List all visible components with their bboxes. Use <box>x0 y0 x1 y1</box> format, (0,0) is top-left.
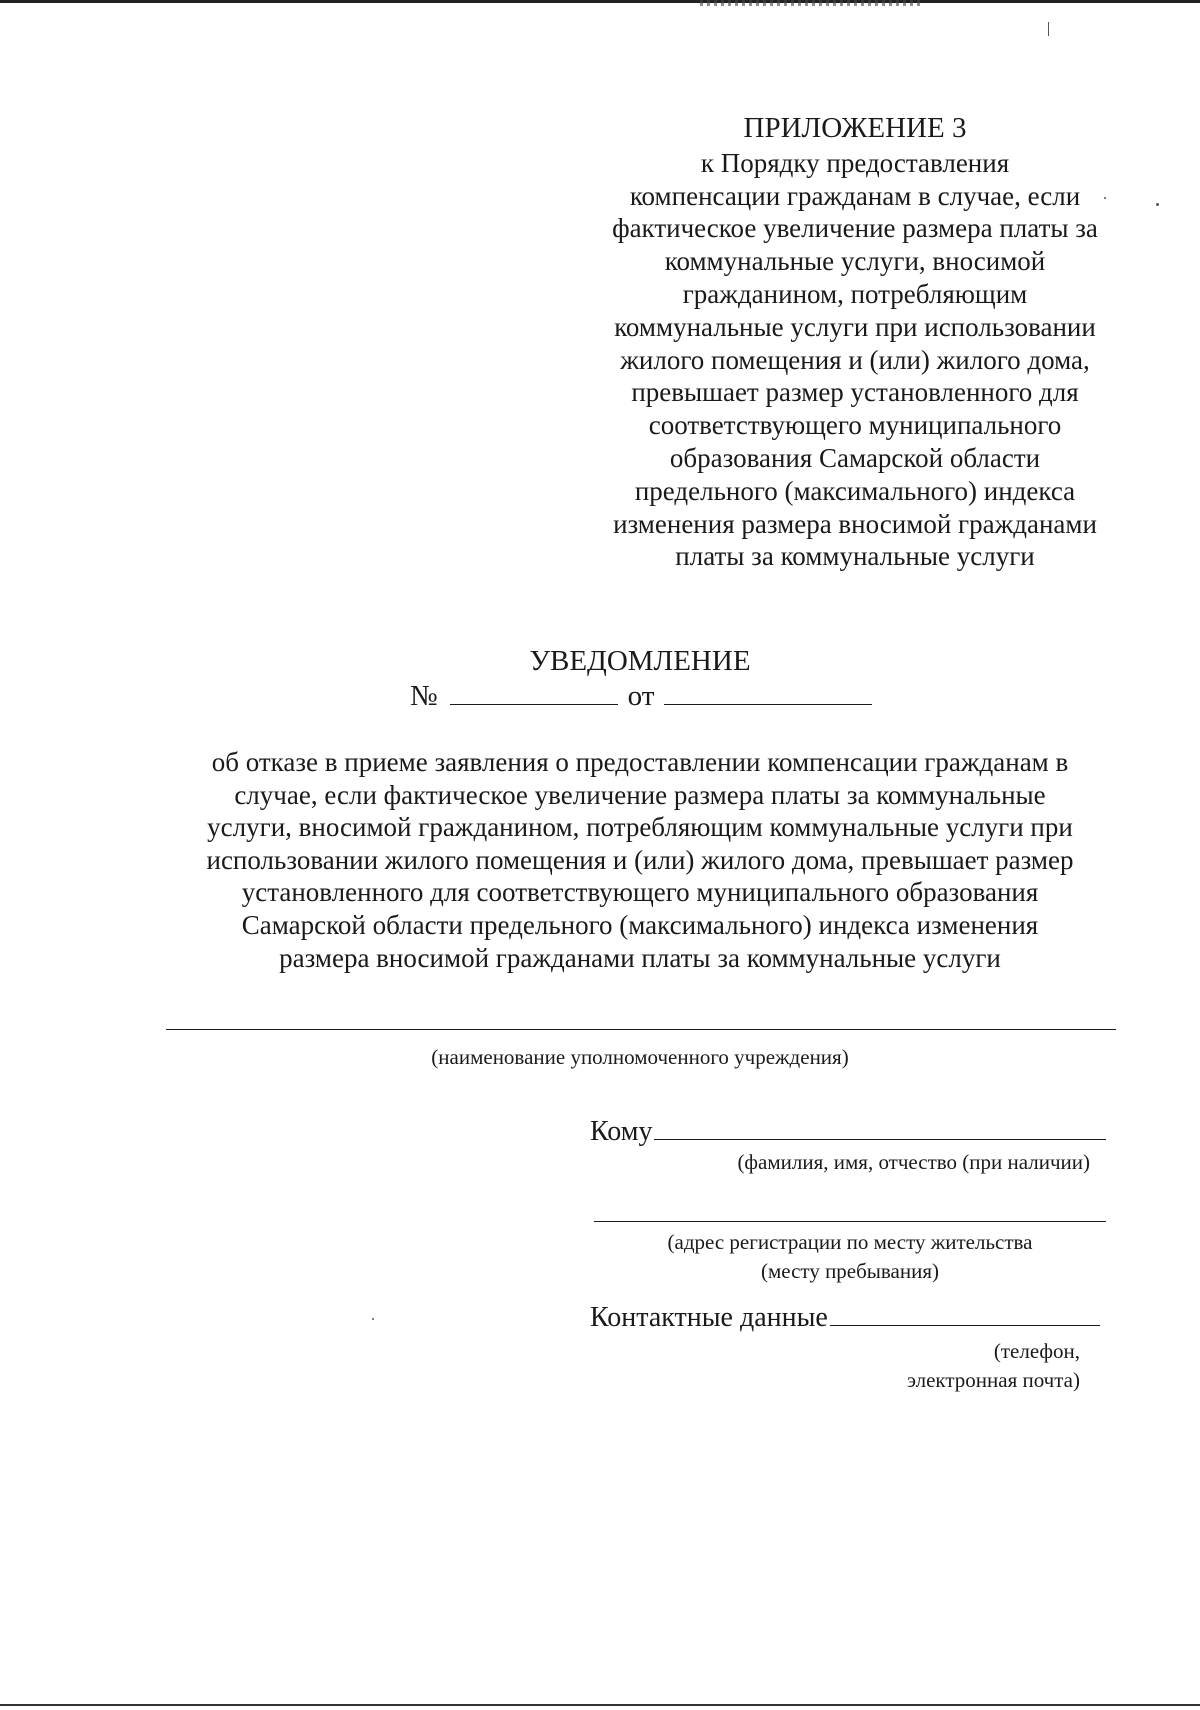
address-caption-line: (адрес регистрации по месту жительства <box>667 1230 1033 1254</box>
address-line <box>594 1221 1106 1222</box>
appendix-line: компенсации гражданам в случае, если <box>629 180 1081 211</box>
notice-subject <box>150 746 1130 974</box>
subject-line: установленного для соответствующего муниципального образования <box>241 877 1039 908</box>
scan-speck <box>372 1318 374 1320</box>
subject-line: размера вносимой гражданами платы за коммунальные услуги <box>279 942 1001 973</box>
appendix-line: соответствующего муниципального <box>648 410 1062 441</box>
recipient-label: Кому <box>590 1116 653 1147</box>
appendix-header <box>590 112 1120 573</box>
subject-line: использовании жилого помещения и (или) жилого дома, превышает размер <box>206 844 1074 875</box>
contact-blank-line <box>830 1325 1100 1326</box>
appendix-title: ПРИЛОЖЕНИЕ 3 <box>743 112 967 144</box>
subject-line: об отказе в приеме заявления о предоставлении компенсации гражданам в <box>211 747 1069 777</box>
appendix-line: платы за коммунальные услуги <box>675 541 1035 572</box>
recipient-row <box>590 1116 1106 1148</box>
number-blank-line <box>450 704 618 705</box>
org-name-line <box>166 1029 1116 1030</box>
appendix-line: коммунальные услуги, вносимой <box>664 246 1046 277</box>
scan-edge-top <box>0 0 1200 3</box>
appendix-line: предельного (максимального) индекса <box>634 475 1076 506</box>
address-caption <box>594 1228 1106 1286</box>
contact-row <box>590 1302 1100 1334</box>
subject-line: Самарской области предельного (максимального) индекса изменения <box>241 909 1039 940</box>
number-label: № <box>410 680 438 712</box>
appendix-line: фактическое увеличение размера платы за <box>612 213 1098 244</box>
contact-label: Контактные данные <box>590 1302 828 1333</box>
notice-title: УВЕДОМЛЕНИЕ <box>529 645 751 677</box>
subject-line: случае, если фактическое увеличение размера платы за коммунальные <box>234 779 1046 810</box>
appendix-line: образования Самарской области <box>669 442 1041 473</box>
contact-caption-line: электронная почта) <box>906 1368 1080 1392</box>
appendix-line: жилого помещения и (или) жилого дома, <box>620 344 1090 375</box>
appendix-line: превышает размер установленного для <box>631 377 1079 408</box>
scan-speck <box>1156 203 1159 206</box>
notice-number-row <box>410 680 872 713</box>
org-name-caption: (наименование уполномоченного учреждения) <box>431 1045 849 1069</box>
date-label: от <box>627 680 655 712</box>
date-blank-line <box>664 704 872 705</box>
scan-speck <box>1048 22 1049 36</box>
address-caption-line: (месту пребывания) <box>760 1259 940 1283</box>
recipient-blank-line <box>654 1139 1106 1140</box>
fio-caption: (фамилия, имя, отчество (при наличии) <box>737 1150 1090 1174</box>
appendix-line: к Порядку предоставления <box>700 147 1010 178</box>
scan-noise-top <box>700 0 920 6</box>
scan-speck <box>1104 197 1106 199</box>
scan-edge-bottom <box>0 1704 1200 1706</box>
appendix-line: изменения размера вносимой гражданами <box>613 508 1097 539</box>
appendix-line: гражданином, потребляющим <box>682 278 1028 309</box>
contact-caption-line: (телефон, <box>993 1339 1080 1363</box>
subject-line: услуги, вносимой гражданином, потребляющим коммунальные услуги при <box>207 812 1073 843</box>
contact-caption <box>790 1337 1080 1395</box>
appendix-line: коммунальные услуги при использовании <box>614 311 1096 342</box>
